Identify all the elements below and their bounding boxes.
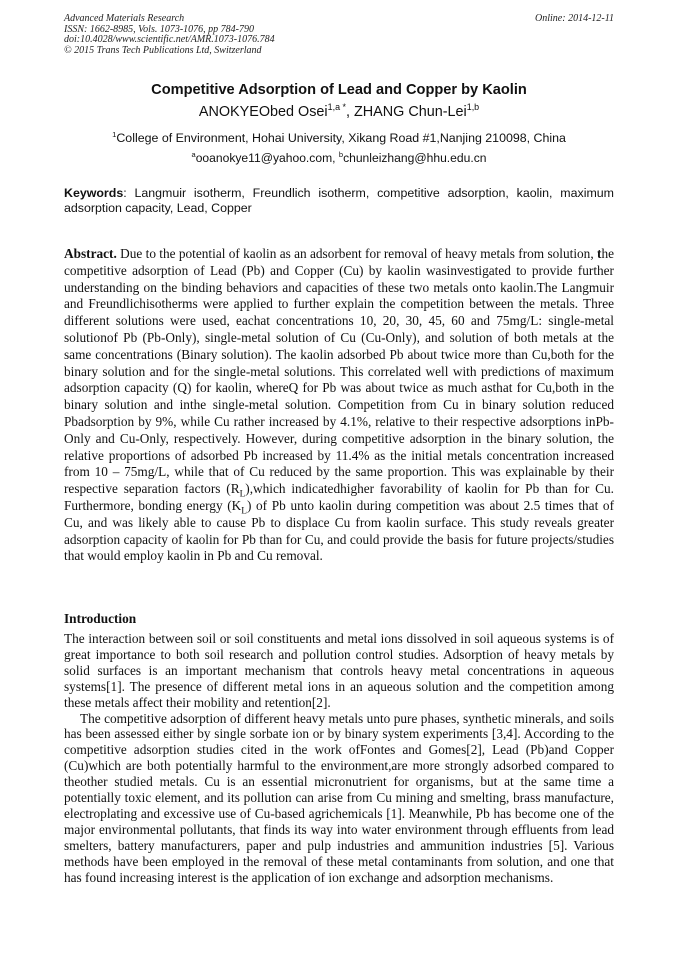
paragraph: The interaction between soil or soil constituents and metal ions dissolved in soil aqueous systems is of great importance to both soil research and pollution control studies. Adsorption of heavy metals by solid surfaces is an important mechanism that controls heavy metal concentrations in aqueous systems[1]. The presence of different metal ions in an aqueous solution and the competition among these metals affect their mobility and retention[2].: [64, 631, 614, 710]
author-name: ZHANG Chun-Lei: [353, 104, 467, 120]
journal-issn: ISSN: 1662-8985, Vols. 1073-1076, pp 784-790: [64, 23, 254, 35]
journal-header: [64, 14, 614, 56]
keywords: [64, 186, 614, 216]
journal-name: Advanced Materials Research: [64, 13, 185, 24]
author-separator: ,: [345, 104, 354, 120]
keywords-label: Keywords: [64, 186, 124, 200]
author-affil-marker: 1,a *: [327, 102, 346, 113]
affiliation-marker: 1: [112, 129, 117, 139]
abstract-text: he competitive adsorption of Lead (Pb) and Copper (Cu) by kaolin wasinvestigated to provide further understanding on the binding behaviors and capacities of these two metals onto kaolin.The Langmuir and Freundlichisotherms were applied to further explain the competition between the metals. Three different solutions were used, eachat concentrations 10, 20, 30, 45, 60 and 75mg/L: single-metal solutionof Pb (Pb-Only), single-metal solution of Cu (Cu-Only), and solution of both metals at the same concentrations (Binary solution). The kaolin adsorbed Pb about twice more than Cu,both for the binary solution and for the single-metal solutions. This correlated well with predictions of maximum adsorption capacity (Q) for kaolin, whereQ for Pb was about twice as much asthat for Cu,both in the binary solution and inthe single-metal solution. Competition from Cu in binary solution reduced Pbadsorption by 9%, while Cu rather increased by 4.1%, relative to their respective adsorptions inPb-Only and Cu-Only, respectively. However, during competitive adsorption in the binary solution, the relative proportions of adsorbed Pb increased by 11.4% as the initial metals concentration increased from 10 – 75mg/L, while that of Cu reduced by the same proportion. This was explainable by their respective separation factors (R: [64, 246, 614, 497]
paper-title: Competitive Adsorption of Lead and Copper by Kaolin: [151, 82, 527, 98]
author-name: ANOKYEObed Osei: [198, 104, 328, 120]
introduction-heading: Introduction: [64, 611, 137, 626]
paragraph: The competitive adsorption of different heavy metals unto pure phases, synthetic minerals, and soils has been assessed either by single sorbate ion or by binary system experiments [3,4]. According to the competitive adsorption studies cited in the work ofFontes and Gomes[2], Lead (Pb)and Copper (Cu)which are both potentially harmful to the environment,are more strongly adsorbed compared to theother studied metals. Cu is an essential micronutrient for organisms, but at the same time a potentially toxic element, and its pollution can arise from Cu mining and smelting, brass manufacture, electroplating and excessive use of Cu-based agrichemicals [1]. Meanwhile, Pb has become one of the major environmental pollutants, that finds its way into water environment through effluents from lead smelters, battery manufacturers, paper and pulp industries and ammunition industries [5]. Various methods have been employed in the removal of these metal contaminants from solution, and one that has found increasing interest is the application of ion exchange and adsorption mechanisms.: [64, 710, 614, 885]
abstract-text: ),which indicatedhigher favorability of kaolin for Pb than for Cu. Furthermore, bonding energy (K: [64, 481, 615, 513]
keywords-text: : Langmuir isotherm, Freundlich isotherm, competitive adsorption, kaolin, maximum adsorption capacity, Lead, Copper: [64, 186, 614, 215]
abstract-label: Abstract.: [64, 246, 117, 261]
email-link[interactable]: chunleizhang@hhu.edu.cn: [343, 151, 487, 165]
abstract-text-bold-letter: t: [597, 246, 602, 261]
email-marker: b: [338, 149, 344, 159]
journal-copyright: © 2015 Trans Tech Publications Ltd, Switzerland: [64, 44, 262, 56]
email-link[interactable]: ooanokye11@yahoo.com: [195, 151, 333, 165]
abstract-text: Due to the potential of kaolin as an adsorbent for removal of heavy metals from solution,: [116, 246, 597, 261]
email-marker: a: [191, 149, 196, 159]
affiliation: [64, 131, 614, 145]
introduction-body: [64, 631, 614, 886]
subscript: L: [241, 506, 247, 517]
online-date: Online: 2014-12-11: [535, 13, 614, 24]
author-line: [64, 104, 614, 120]
abstract: [64, 246, 614, 565]
email-separator: ,: [332, 151, 339, 165]
journal-doi[interactable]: doi:10.4028/www.scientific.net/AMR.1073-1076.784: [64, 34, 275, 46]
subscript: L: [239, 489, 246, 500]
affiliation-text: College of Environment, Hohai University, Xikang Road #1,Nanjing 210098, China: [116, 131, 566, 145]
abstract-text: ) of Pb unto kaolin during competition was about 2.5 times that of Cu, and was likely able to cause Pb to displace Cu from kaolin surface. This study reveals greater adsorption capacity of kaolin for Pb than for Cu, and could provide the basis for future projects/studies that would employ kaolin in Pb and Cu removal.: [64, 497, 614, 564]
email-line: [64, 151, 614, 165]
author-affil-marker: 1,b: [466, 102, 480, 113]
